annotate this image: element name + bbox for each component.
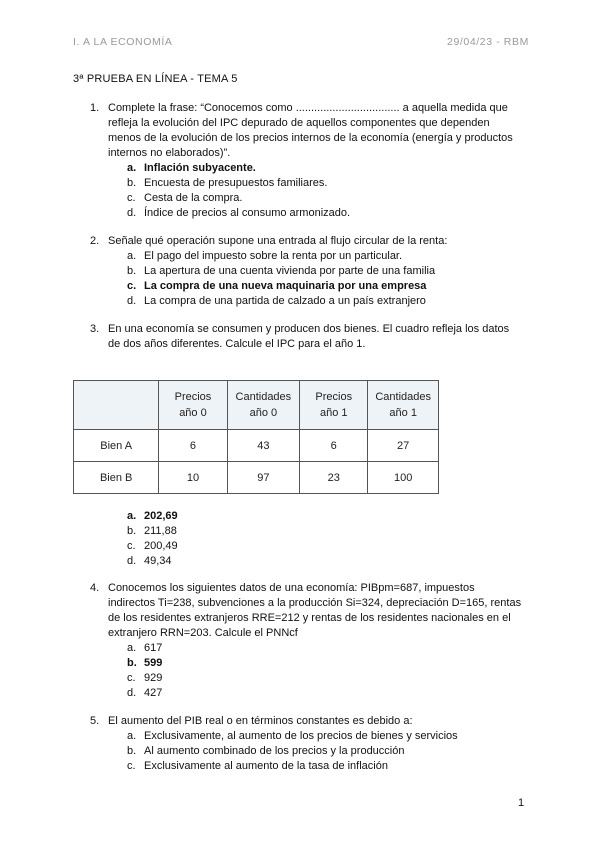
header-right: 29/04/23 - RBM (447, 36, 529, 48)
question-text (108, 581, 548, 641)
option-text: 202,69 (144, 510, 178, 522)
table-cell: 6 (159, 430, 227, 462)
option-text: La compra de una partida de calzado a un país extranjero (144, 295, 426, 307)
option-letter: d. (127, 207, 137, 219)
option-letter: c. (127, 760, 136, 772)
option-text: Cesta de la compra. (144, 192, 243, 204)
table-header-cell (368, 381, 439, 430)
question-line: extranjero RRN=203. Calcule el PNNcf (108, 627, 298, 639)
option-letter: a. (127, 250, 137, 262)
question-line: El aumento del PIB real o en términos constantes es debido a: (108, 715, 413, 727)
question-number: 2. (90, 235, 100, 247)
option-letter: d. (127, 687, 137, 699)
option-letter: a. (127, 730, 137, 742)
option-letter: c. (127, 280, 137, 292)
option-letter: c. (127, 192, 136, 204)
option-text: Al aumento combinado de los precios y la producción (144, 745, 405, 757)
option-text: Índice de precios al consumo armonizado. (144, 207, 351, 219)
option-text: 427 (144, 687, 163, 699)
question-line: de dos años diferentes. Calcule el IPC para el año 1. (108, 338, 366, 350)
question-line: refleja la evolución del IPC depurado de aquellos componentes que dependen (108, 117, 490, 129)
option-letter: b. (127, 657, 137, 669)
table-cell: 10 (159, 462, 227, 494)
option-letter: a. (127, 510, 137, 522)
page-number: 1 (518, 797, 525, 809)
question-line: internos no elaborados)”. (108, 147, 231, 159)
question-5 (0, 714, 600, 729)
question-line: Señale qué operación supone una entrada al flujo circular de la renta: (108, 235, 448, 247)
question-1 (0, 101, 600, 161)
table-header-cell (227, 381, 300, 430)
question-2 (0, 234, 600, 249)
question-line: menos de la evolución de los precios internos de la economía (energía y productos (108, 132, 513, 144)
option-text: El pago del impuesto sobre la renta por un particular. (144, 250, 403, 262)
question-line: En una economía se consumen y producen dos bienes. El cuadro refleja los datos (108, 323, 510, 335)
table-header-cell (159, 381, 227, 430)
table-row (74, 462, 439, 494)
option-text: 200,49 (144, 540, 178, 552)
question-text (108, 322, 538, 352)
header-line: Cantidades (235, 391, 292, 403)
table-cell: Bien A (74, 430, 159, 462)
header-line: año 1 (319, 407, 348, 419)
table-cell: 6 (300, 430, 368, 462)
table-row (74, 430, 439, 462)
option-text: 211,88 (144, 525, 177, 537)
header-line: año 1 (389, 407, 417, 419)
table-cell: Bien B (74, 462, 159, 494)
question-line: indirectos Ti=238, subvenciones a la producción Si=324, depreciación D=165, rentas (108, 597, 522, 609)
question-line: Complete la frase: “Conocemos como .................................. a aquella medida que (108, 102, 508, 114)
question-number: 5. (90, 715, 100, 727)
option-letter: c. (127, 540, 136, 552)
question-line: Conocemos los siguientes datos de una economía: PIBpm=687, impuestos (108, 582, 475, 594)
table-header-row (74, 381, 439, 430)
header-line: año 0 (249, 407, 278, 419)
table-header-cell (74, 381, 159, 430)
table-cell: 23 (300, 462, 368, 494)
option-text: 599 (144, 657, 163, 669)
question-number: 3. (90, 323, 100, 335)
question-text (108, 101, 528, 161)
option-letter: a. (127, 162, 137, 174)
option-text: La compra de una nueva maquinaria por una empresa (144, 280, 427, 292)
option-letter: b. (127, 265, 137, 277)
data-table (73, 380, 439, 494)
question-line: de los residentes extranjeros RRE=212 y rentas de los residentes nacionales en el (108, 612, 511, 624)
option-letter: c. (127, 672, 136, 684)
option-text: 929 (144, 672, 163, 684)
header-line: Precios (174, 391, 212, 403)
option-letter: b. (127, 525, 137, 537)
option-text: Exclusivamente al aumento de la tasa de inflación (144, 760, 388, 772)
option-letter: b. (127, 745, 137, 757)
question-text (108, 714, 548, 729)
option-text: 49,34 (144, 555, 172, 567)
question-number: 1. (90, 102, 100, 114)
table-header-cell (300, 381, 368, 430)
option-letter: a. (127, 642, 137, 654)
question-3 (0, 322, 600, 352)
page-title: 3ª PRUEBA EN LÍNEA - TEMA 5 (73, 73, 238, 85)
question-4 (0, 581, 600, 641)
table-cell: 100 (368, 462, 439, 494)
question-number: 4. (90, 582, 100, 594)
option-text: 617 (144, 642, 163, 654)
header-line: año 0 (179, 407, 207, 419)
header-line: Cantidades (375, 391, 431, 403)
option-text: La apertura de una cuenta vivienda por parte de una familia (144, 265, 436, 277)
question-text (108, 234, 548, 249)
header-line: Precios (315, 391, 353, 403)
option-letter: d. (127, 295, 137, 307)
table-cell: 27 (368, 430, 439, 462)
header-left: I. A LA ECONOMÍA (73, 36, 173, 48)
option-text: Inflación subyacente. (144, 162, 256, 174)
option-text: Encuesta de presupuestos familiares. (144, 177, 328, 189)
table-cell: 97 (227, 462, 300, 494)
option-text: Exclusivamente, al aumento de los precios de bienes y servicios (144, 730, 458, 742)
table-cell: 43 (227, 430, 300, 462)
option-letter: d. (127, 555, 137, 567)
option-letter: b. (127, 177, 137, 189)
